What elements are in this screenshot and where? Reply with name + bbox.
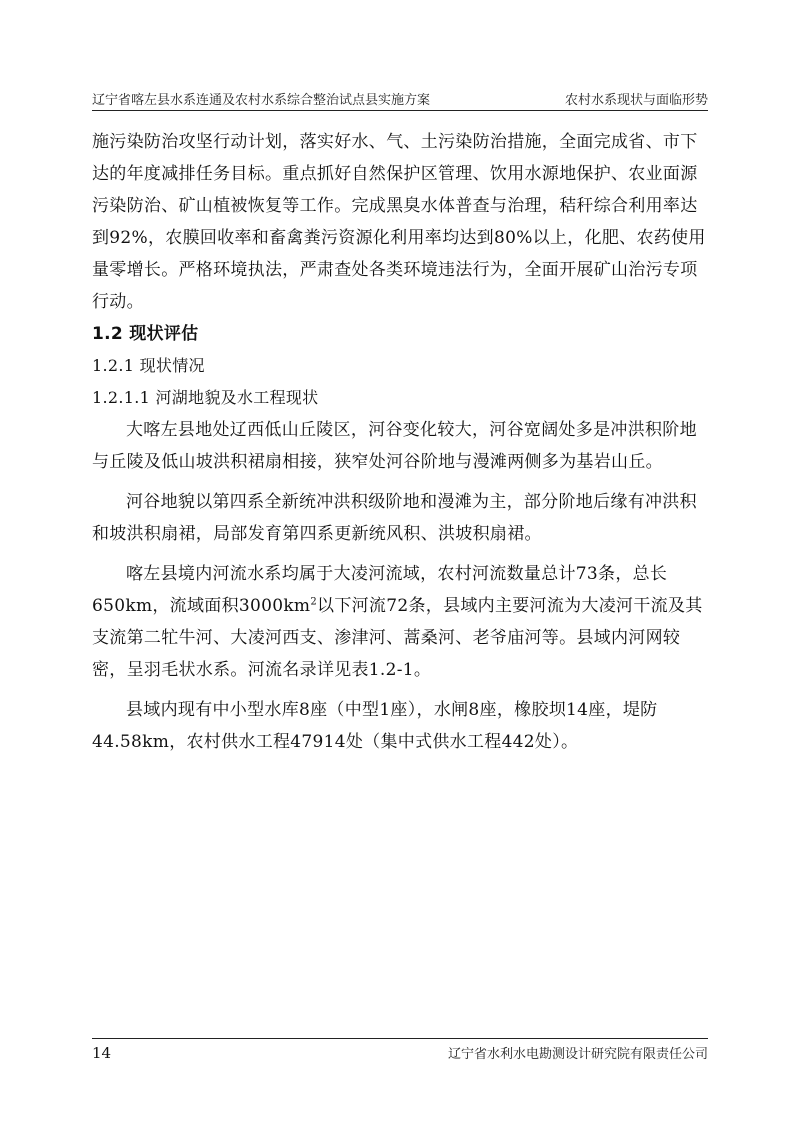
page-footer xyxy=(92,1043,708,1062)
section-heading-1-2-1-1: 1.2.1.1 河湖地貌及水工程现状 xyxy=(92,388,319,407)
paragraph-valley-geomorphology: 河谷地貌以第四系全新统冲洪积级阶地和漫滩为主，部分阶地后缘有冲洪积和坡洪积扇裙，局部发育第四系更新统风积、洪坡积扇裙。 xyxy=(92,492,697,544)
river-text-after: 以下河流72条，县域内主要河流为大凌河干流及其支流第二牤牛河、大凌河西支、渗津河、蒿桑河、老爷庙河等。县域内河网较密，呈羽毛状水系。河流名录详见表1.2-1。 xyxy=(92,596,703,680)
superscript-2: 2 xyxy=(310,596,318,608)
paragraph-water-projects: 县域内现有中小型水库8座（中型1座），水闸8座，橡胶坝14座，堤防44.58km，农村供水工程47914处（集中式供水工程442处）。 xyxy=(92,700,658,752)
header-title: 辽宁省喀左县水系连通及农村水系综合整治试点县实施方案 xyxy=(92,93,431,108)
river-text-before: 喀左县境内河流水系均属于大凌河流域，农村河流数量总计73条，总长650km，流域面积3000km xyxy=(92,564,668,616)
paragraph-pollution-control: 施污染防治攻坚行动计划，落实好水、气、土污染防治措施，全面完成省、市下达的年度减排任务目标。重点抓好自然保护区管理、饮用水源地保护、农业面源污染防治、矿山植被恢复等工作。完成黑臭水体普查与治理，秸秆综合利用率达到92%，农膜回收率和畜禽粪污资源化利用率均达到80%以上，化肥、农药使用量零增长。严格环境执法，严肃查处各类环境违法行为，全面开展矿山治污专项行动。 xyxy=(92,132,706,312)
footer-rule xyxy=(92,1038,708,1039)
body-text xyxy=(92,126,708,758)
section-heading-1-2-1: 1.2.1 现状情况 xyxy=(92,356,205,375)
page-number: 14 xyxy=(92,1044,112,1062)
header-rule xyxy=(92,110,708,111)
section-heading-1-2: 1.2 现状评估 xyxy=(92,324,199,344)
paragraph-landform: 大喀左县地处辽西低山丘陵区，河谷变化较大，河谷宽阔处多是冲洪积阶地与丘陵及低山坡洪积裙扇相接，狭窄处河谷阶地与漫滩两侧多为基岩山丘。 xyxy=(92,420,697,472)
paragraph-river-system xyxy=(92,558,708,686)
footer-organization: 辽宁省水利水电勘测设计研究院有限责任公司 xyxy=(447,1047,708,1062)
page-header xyxy=(92,89,708,108)
header-chapter: 农村水系现状与面临形势 xyxy=(564,93,708,108)
